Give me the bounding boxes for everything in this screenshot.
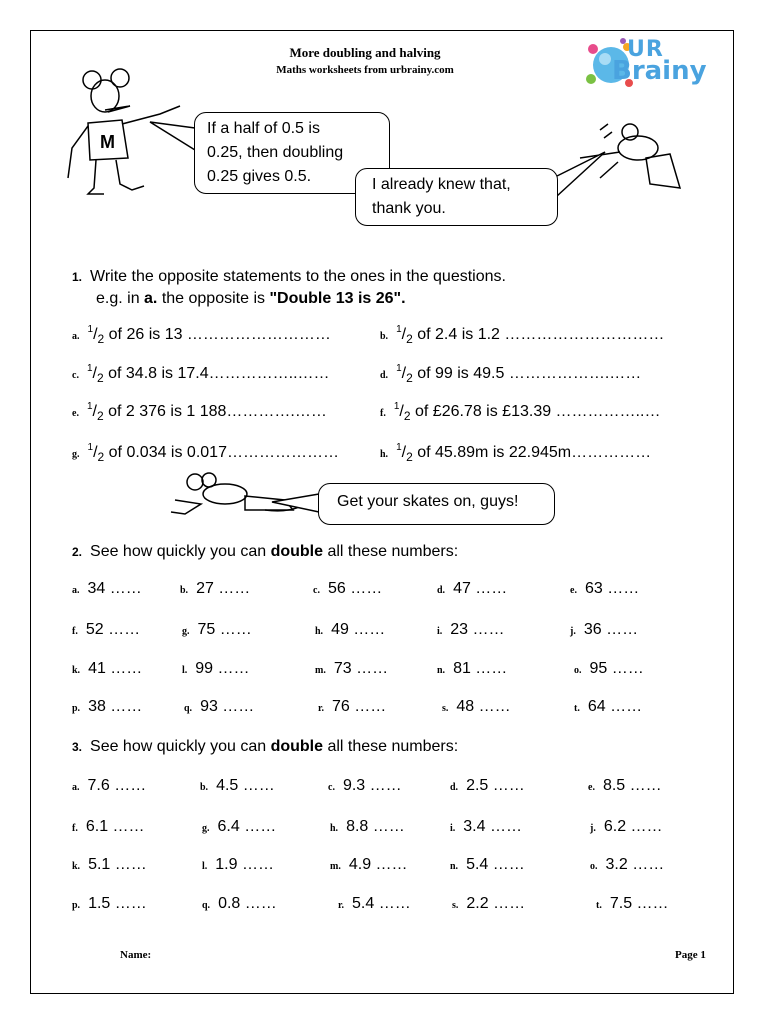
- question-text: all these numbers:: [323, 543, 459, 560]
- page-title: More doubling and halving: [289, 45, 441, 60]
- item-value: 4.5 ……: [216, 777, 275, 794]
- item-value: 4.9 ……: [348, 856, 408, 873]
- bubble-line: 0.25, then doubling: [207, 144, 344, 161]
- item-label: j.: [570, 626, 576, 637]
- question-number: 1.: [72, 270, 83, 284]
- q1-item: [380, 444, 651, 464]
- item-label: a.: [72, 585, 80, 596]
- question-text: See how quickly you can: [90, 543, 271, 560]
- item-label: p.: [72, 900, 81, 911]
- item-value: 5.4 ……: [352, 895, 411, 912]
- mouse-skating-illustration: [165, 470, 315, 525]
- q3-answer-item[interactable]: [72, 856, 147, 874]
- q3-answer-item[interactable]: [590, 856, 664, 874]
- item-label: l.: [202, 861, 208, 872]
- question-text: See how quickly you can: [90, 738, 271, 755]
- item-value: 48 ……: [456, 698, 511, 715]
- item-text[interactable]: of 45.89m is 22.945m……………: [417, 444, 652, 461]
- item-label: s.: [452, 900, 459, 911]
- q2-answer-item[interactable]: [574, 660, 644, 678]
- item-value: 76 ……: [332, 698, 387, 715]
- q2-answer-item[interactable]: [184, 698, 254, 716]
- item-value: 34 ……: [87, 580, 142, 597]
- q2-answer-item[interactable]: [72, 660, 142, 678]
- item-label: e.: [570, 585, 577, 596]
- example-text: the opposite is: [157, 290, 270, 307]
- q3-answer-item[interactable]: [450, 777, 525, 795]
- fraction-numerator: 1: [86, 401, 93, 412]
- q2-answer-item[interactable]: [182, 660, 250, 678]
- q2-answer-item[interactable]: [180, 580, 250, 598]
- half-fraction: $^1/_2$: [396, 442, 413, 465]
- q3-answer-item[interactable]: [330, 856, 408, 874]
- item-label: m.: [330, 861, 341, 872]
- item-label: d.: [380, 370, 389, 381]
- item-value: 41 ……: [88, 660, 143, 677]
- page-number: Page 1: [675, 949, 706, 961]
- q2-answer-item[interactable]: [318, 698, 386, 716]
- item-value: 56 ……: [327, 580, 383, 597]
- question-text: Write the opposite statements to the ones in the questions.: [90, 268, 506, 285]
- item-value: 27 ……: [196, 580, 251, 597]
- item-value: 64 ……: [587, 698, 643, 715]
- speech-bubble-knew: [355, 168, 558, 226]
- item-label: o.: [590, 861, 598, 872]
- item-label: b.: [180, 585, 189, 596]
- q3-answer-item[interactable]: [450, 856, 525, 874]
- item-value: 6.2 ……: [603, 818, 663, 835]
- item-label: j.: [590, 823, 596, 834]
- item-value: 1.5 ……: [88, 895, 147, 912]
- item-label: h.: [380, 449, 389, 460]
- item-label: o.: [574, 665, 582, 676]
- q2-answer-item[interactable]: [442, 698, 511, 716]
- item-label: r.: [338, 900, 345, 911]
- item-value: 9.3 ……: [342, 777, 402, 794]
- item-text[interactable]: of 2 376 is 1 188………….……: [108, 403, 327, 420]
- item-label: d.: [437, 585, 446, 596]
- half-fraction: $^1/_2$: [86, 401, 104, 424]
- item-value: 99 ……: [195, 660, 250, 677]
- half-fraction: $^1/_2$: [86, 363, 104, 386]
- q3-answer-item[interactable]: [328, 777, 402, 795]
- q2-answer-item[interactable]: [313, 580, 382, 598]
- q2-answer-item[interactable]: [315, 660, 388, 678]
- item-label: g.: [72, 449, 80, 460]
- q1-item: [72, 403, 327, 423]
- item-value: 23 ……: [450, 621, 505, 638]
- q3-answer-item[interactable]: [330, 818, 405, 836]
- item-label: l.: [182, 665, 188, 676]
- half-fraction: $^1/_2$: [87, 442, 105, 465]
- item-text[interactable]: of 26 is 13 ………………………: [108, 326, 331, 343]
- item-label: n.: [437, 665, 446, 676]
- fraction-numerator: 1: [396, 363, 402, 374]
- item-text[interactable]: of 2.4 is 1.2 …………………………: [417, 326, 665, 343]
- fraction-numerator: 1: [396, 324, 402, 335]
- half-fraction: $^1/_2$: [87, 324, 105, 347]
- fraction-numerator: 1: [396, 442, 402, 453]
- example-bold-a: a.: [144, 290, 158, 307]
- item-label: h.: [330, 823, 339, 834]
- q2-answer-item[interactable]: [72, 580, 142, 598]
- logo-brainy-text: Brainy: [612, 56, 707, 86]
- item-label: s.: [442, 703, 449, 714]
- item-value: 95 ……: [589, 660, 644, 677]
- question-bold-word: double: [270, 738, 323, 755]
- question-number: 3.: [72, 740, 83, 754]
- item-label: c.: [328, 782, 335, 793]
- item-value: 5.4 ……: [466, 856, 525, 873]
- q2-answer-item[interactable]: [570, 621, 638, 639]
- item-value: 49 ……: [331, 621, 386, 638]
- half-fraction: $^1/_2$: [393, 401, 411, 424]
- item-value: 93 ……: [200, 698, 255, 715]
- item-label: b.: [380, 331, 389, 342]
- item-label: q.: [184, 703, 193, 714]
- q1-item: [380, 326, 664, 346]
- item-label: e.: [588, 782, 595, 793]
- example-quote: "Double 13 is 26".: [269, 290, 406, 307]
- svg-text:M: M: [100, 132, 115, 152]
- q2-answer-item[interactable]: [437, 621, 505, 639]
- item-label: h.: [315, 626, 324, 637]
- q2-answer-item[interactable]: [182, 621, 252, 639]
- item-value: 47 ……: [453, 580, 508, 597]
- item-label: a.: [72, 782, 80, 793]
- item-text[interactable]: of £26.78 is £13.39 ……………..…: [415, 403, 661, 420]
- item-label: t.: [596, 900, 602, 911]
- q3-answer-item[interactable]: [452, 895, 525, 913]
- item-value: 8.8 ……: [346, 818, 405, 835]
- item-value: 2.2 ……: [466, 895, 526, 912]
- q2-answer-item[interactable]: [570, 580, 639, 598]
- question-bold-word: double: [270, 543, 323, 560]
- item-label: f.: [72, 626, 78, 637]
- bubble-line: If a half of 0.5 is: [207, 120, 320, 137]
- q3-answer-item[interactable]: [450, 818, 522, 836]
- mouse-peeking-illustration: [560, 118, 690, 198]
- q2-answer-item[interactable]: [72, 698, 142, 716]
- item-value: 1.9 ……: [215, 856, 274, 873]
- q1-item: [380, 403, 660, 423]
- speech-bubble-skates: [318, 483, 555, 525]
- item-label: d.: [450, 782, 459, 793]
- fraction-denominator: 2: [403, 409, 411, 424]
- fraction-denominator: 2: [97, 332, 105, 347]
- q3-answer-item[interactable]: [202, 856, 274, 874]
- item-label: t.: [574, 703, 580, 714]
- item-value: 81 ……: [453, 660, 508, 677]
- item-value: 0.8 ……: [218, 895, 277, 912]
- question-text: all these numbers:: [323, 738, 459, 755]
- fraction-denominator: 2: [406, 332, 413, 347]
- fraction-numerator: 1: [87, 324, 94, 335]
- item-label: q.: [202, 900, 211, 911]
- example-text: e.g. in: [96, 290, 145, 307]
- question-3-instruction: [72, 738, 458, 756]
- item-value: 6.4 ……: [217, 818, 277, 835]
- item-label: g.: [182, 626, 190, 637]
- item-value: 8.5 ……: [602, 777, 662, 794]
- question-number: 2.: [72, 545, 83, 559]
- q1-item: [380, 365, 641, 385]
- bubble-line: 0.25 gives 0.5.: [207, 168, 312, 185]
- item-label: k.: [72, 861, 81, 872]
- item-text[interactable]: of 99 is 49.5 ……………….……: [417, 365, 642, 382]
- item-value: 7.6 ……: [87, 777, 147, 794]
- bubble-line: Get your skates on, guys!: [337, 493, 519, 510]
- item-label: c.: [313, 585, 320, 596]
- q3-answer-item[interactable]: [200, 777, 275, 795]
- name-label: Name:: [120, 949, 152, 961]
- item-label: m.: [315, 665, 326, 676]
- item-label: a.: [72, 331, 80, 342]
- item-value: 52 ……: [85, 621, 141, 638]
- fraction-denominator: 2: [406, 450, 413, 465]
- item-label: r.: [318, 703, 325, 714]
- item-label: p.: [72, 703, 81, 714]
- item-value: 63 ……: [584, 580, 640, 597]
- item-value: 3.2 ……: [605, 856, 665, 873]
- logo-ur-text: UR: [627, 37, 664, 62]
- q2-answer-item[interactable]: [315, 621, 385, 639]
- item-label: b.: [200, 782, 209, 793]
- q3-answer-item[interactable]: [72, 777, 146, 795]
- fraction-numerator: 1: [86, 363, 93, 374]
- question-2-instruction: [72, 543, 458, 561]
- item-label: c.: [72, 370, 79, 381]
- item-label: k.: [72, 665, 81, 676]
- item-text[interactable]: of 34.8 is 17.4……………..……: [108, 365, 330, 382]
- item-label: f.: [72, 823, 78, 834]
- q2-answer-item[interactable]: [574, 698, 642, 716]
- fraction-denominator: 2: [97, 450, 105, 465]
- item-value: 38 ……: [88, 698, 143, 715]
- fraction-denominator: 2: [96, 409, 104, 424]
- q3-answer-item[interactable]: [202, 818, 276, 836]
- item-value: 2.5 ……: [466, 777, 525, 794]
- fraction-denominator: 2: [406, 371, 413, 386]
- q1-item: [72, 326, 331, 346]
- item-label: n.: [450, 861, 459, 872]
- item-value: 36 ……: [583, 621, 639, 638]
- question-1-instruction: [72, 268, 506, 286]
- q3-answer-item[interactable]: [588, 777, 662, 795]
- page-subtitle: Maths worksheets from urbrainy.com: [276, 64, 454, 76]
- fraction-denominator: 2: [96, 371, 104, 386]
- q2-answer-item[interactable]: [72, 621, 140, 639]
- mouse-standing-illustration: [60, 68, 190, 203]
- item-text[interactable]: of 0.034 is 0.017…………………: [108, 444, 339, 461]
- item-value: 73 ……: [333, 660, 389, 677]
- item-label: f.: [380, 408, 386, 419]
- q2-answer-item[interactable]: [437, 660, 507, 678]
- q3-answer-item[interactable]: [338, 895, 411, 913]
- question-1-example: [96, 290, 406, 308]
- item-value: 6.1 ……: [85, 818, 145, 835]
- item-value: 75 ……: [197, 621, 252, 638]
- item-label: i.: [450, 823, 456, 834]
- q1-item: [72, 444, 339, 464]
- item-label: i.: [437, 626, 443, 637]
- q3-answer-item[interactable]: [596, 895, 669, 913]
- bubble-line: thank you.: [372, 200, 446, 217]
- q3-answer-item[interactable]: [590, 818, 663, 836]
- item-value: 5.1 ……: [88, 856, 147, 873]
- q3-answer-item[interactable]: [72, 818, 145, 836]
- fraction-numerator: 1: [87, 442, 94, 453]
- bubble-line: I already knew that,: [372, 176, 511, 193]
- item-value: 7.5 ……: [609, 895, 669, 912]
- q2-answer-item[interactable]: [437, 580, 507, 598]
- item-value: 3.4 ……: [463, 818, 522, 835]
- q1-item: [72, 365, 330, 385]
- q3-answer-item[interactable]: [202, 895, 277, 913]
- item-label: g.: [202, 823, 210, 834]
- fraction-numerator: 1: [393, 401, 400, 412]
- half-fraction: $^1/_2$: [396, 363, 413, 386]
- q3-answer-item[interactable]: [72, 895, 147, 913]
- item-label: e.: [72, 408, 79, 419]
- half-fraction: $^1/_2$: [396, 324, 413, 347]
